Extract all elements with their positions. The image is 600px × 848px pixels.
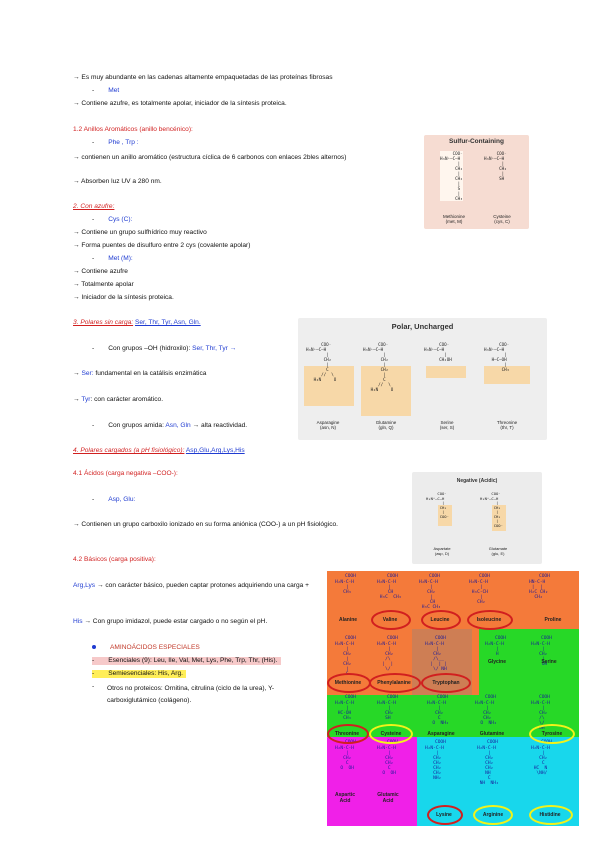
arrow: → bbox=[73, 396, 80, 403]
text-line: → Contienen un grupo carboxilo ionizado en su forma aniónica (COO-) a un pH fisiológico. bbox=[73, 521, 338, 528]
polar-uncharged-figure bbox=[298, 318, 547, 440]
essential-ring bbox=[327, 673, 371, 693]
cooh-label: COOH bbox=[345, 636, 356, 641]
text-line: → Contiene azufre bbox=[73, 268, 128, 275]
arrow: → bbox=[73, 370, 80, 377]
bullet-icon bbox=[92, 645, 96, 649]
methionine-grid-structure: H₂N-C-H | CH₂ | CH₂ | S bbox=[335, 642, 354, 677]
cooh-label: COOH bbox=[345, 740, 356, 745]
threonine-structure: COO⁻ H₃N⁺—C—H | H—C—OH | CH₃ bbox=[484, 342, 510, 372]
semiessential-ring bbox=[473, 805, 513, 825]
negative-acidic-figure bbox=[412, 472, 542, 564]
aa-name: Lysine bbox=[436, 812, 452, 818]
glutamine-grid-structure: H₂N-C-H | CH₂ CH₂ O NH₂ bbox=[475, 701, 497, 726]
phenylalanine-structure: H₂N-C-H | CH₂ /\ | | \/ bbox=[377, 642, 396, 672]
tyrosine-structure: H₂N-C-H | CH₂ /\ \/ OH bbox=[531, 701, 550, 731]
item-text: Con grupos amida: bbox=[108, 422, 164, 429]
bullet-item bbox=[92, 683, 94, 691]
cooh-label: COOH bbox=[345, 574, 356, 579]
essential-ring bbox=[327, 724, 369, 744]
item-text: : con carácter aromático. bbox=[90, 396, 164, 403]
cooh-label: COOH bbox=[487, 740, 498, 745]
aa-name: Methionine bbox=[334, 680, 362, 686]
aa-name: Valine bbox=[382, 617, 398, 623]
aa-name: Arginine bbox=[482, 812, 504, 818]
list-item bbox=[92, 139, 139, 147]
section-heading: 4.1 Ácidos (carga negativa –COO-): bbox=[73, 470, 178, 477]
aa-code: Met (M): bbox=[108, 255, 133, 262]
text-line: → Iniciador de la síntesis proteica. bbox=[73, 294, 174, 301]
cooh-label: COOH bbox=[387, 695, 398, 700]
item-text: → con carácter básico, pueden captar protones adquiriendo una carga + bbox=[96, 582, 310, 589]
essential-ring bbox=[427, 805, 463, 825]
aa-name: Threonine bbox=[334, 731, 360, 737]
section-heading bbox=[73, 447, 245, 455]
aa-name: Isoleucine bbox=[476, 617, 502, 623]
aa-code: Cys (C): bbox=[108, 216, 133, 223]
bullet-item bbox=[92, 644, 200, 652]
cooh-label: COOH bbox=[387, 636, 398, 641]
list-item bbox=[92, 422, 247, 430]
aa-code: Met bbox=[108, 87, 120, 94]
dash: - bbox=[92, 345, 95, 352]
figure-caption: Glutamate (glu, E) bbox=[488, 546, 508, 556]
semiessential-ring bbox=[369, 724, 413, 744]
aa-name: Cysteine bbox=[380, 731, 402, 737]
text-line bbox=[73, 370, 206, 378]
aa-name: Leucine bbox=[430, 617, 450, 623]
side-chain-highlight bbox=[426, 366, 466, 378]
aa-list: Arg,Lys bbox=[73, 582, 96, 589]
cysteine-structure: COO⁻ H₃N⁺—C—H | CH₂ | SH bbox=[484, 151, 507, 181]
aa-name: Tryptophan bbox=[432, 680, 460, 686]
aa-name: Phenylalanine bbox=[377, 680, 411, 686]
text-line: → Forma puentes de disulfuro entre 2 cys (covalente apolar) bbox=[73, 242, 251, 249]
cooh-label: COOH bbox=[345, 695, 356, 700]
item-text: Otros no proteicos: Ornitina, citrulina (ciclo de la urea), Y-carboxiglutámico (colágeno). bbox=[107, 685, 275, 704]
tryptophan-structure: H₂N-C-H | CH₂ /\__ | | | \/ NH bbox=[425, 642, 447, 672]
cooh-label: COOH bbox=[485, 695, 496, 700]
serine-structure: COO⁻ H₃N⁺—C—H | CH₂OH bbox=[424, 342, 452, 362]
aspartate-structure: COO⁻ H₃N⁺—C—H | CH₂ | COO⁻ bbox=[426, 491, 449, 519]
dash: - bbox=[92, 139, 95, 146]
figure-caption: Serine (ser, S) bbox=[439, 420, 455, 430]
section-heading: 2. Con azufre: bbox=[73, 203, 115, 210]
cooh-label: COOH bbox=[539, 574, 550, 579]
figure-title: Polar, Uncharged bbox=[391, 322, 454, 331]
bullet-item bbox=[92, 657, 281, 665]
figure-caption: Aspartate (asp, D) bbox=[433, 546, 451, 556]
section-heading: 4.2 Básicos (carga positiva): bbox=[73, 556, 156, 563]
proline-structure: HN-C-H | | H₂C CH₂ CH₂ bbox=[529, 580, 548, 600]
dash: - bbox=[92, 255, 95, 262]
cysteine-grid-structure: H₂N-C-H | CH₂ SH bbox=[377, 701, 396, 721]
text-line: → Contiene un grupo sulfhídrico muy reactivo bbox=[73, 229, 207, 236]
aa-name: Tyrosine bbox=[541, 731, 563, 737]
aa-list: Asn, Gln bbox=[165, 422, 191, 429]
list-item bbox=[92, 345, 236, 353]
item-text: → alta reactividad. bbox=[192, 422, 248, 429]
amino-acid-grid-figure bbox=[327, 571, 579, 826]
cooh-label: COOH bbox=[435, 636, 446, 641]
aa-code: Phe , Trp : bbox=[108, 139, 139, 146]
aspartic-structure: H₂N-C-H | CH₂ C O OH bbox=[335, 746, 354, 771]
figure-caption: Glutamine (gln, Q) bbox=[375, 420, 397, 430]
leucine-structure: H₂N-C-H | CH₂ | CH H₃C CH₃ bbox=[419, 580, 441, 610]
cooh-label: COOH bbox=[435, 740, 446, 745]
threonine-grid-structure: H₂N-C-H | HC-OH CH₃ bbox=[335, 701, 354, 721]
heading-text: 4. Polares cargados (a pH fisiológico): bbox=[73, 447, 185, 454]
essential-ring bbox=[371, 610, 411, 630]
cooh-label: COOH bbox=[387, 740, 398, 745]
cooh-label: COOH bbox=[541, 740, 552, 745]
dash: - bbox=[92, 683, 95, 690]
aa-name: Serine bbox=[541, 659, 557, 665]
cooh-label: COOH bbox=[429, 574, 440, 579]
bullet-item bbox=[92, 670, 186, 678]
dash: - bbox=[92, 422, 95, 429]
heading-text: 3. Polares sin carga: bbox=[73, 319, 134, 326]
list-item bbox=[92, 87, 119, 95]
item-text: fundamental en la catálisis enzimática bbox=[95, 370, 207, 377]
aa-name: Proline bbox=[544, 617, 562, 623]
aa-list: Ser, Thr, Tyr, Asn, Gln. bbox=[134, 319, 201, 326]
aa-code: Tyr bbox=[81, 396, 91, 403]
dash: - bbox=[92, 670, 95, 677]
cooh-label: COOH bbox=[495, 636, 506, 641]
aa-name: Glutamic Acid bbox=[377, 792, 399, 804]
aa-code: Ser: bbox=[81, 370, 94, 377]
item-text: Con grupos –OH (hidroxilo): bbox=[108, 345, 191, 352]
alanine-structure: H₂N-C-H | CH₃ bbox=[335, 580, 354, 595]
dash: - bbox=[92, 657, 95, 664]
text-line bbox=[73, 618, 267, 626]
glutamic-structure: H₂N-C-H | CH₂ CH₂ C O OH bbox=[377, 746, 396, 776]
essential-ring bbox=[467, 610, 513, 630]
cooh-label: COOH bbox=[387, 574, 398, 579]
item-text: Esenciales (9): Leu, Ile, Val, Met, Lys, Phe, Trp, Thr, (His). bbox=[108, 657, 278, 664]
histidine-structure: H₂N-C-H | CH₂ C HC N \NH/ bbox=[531, 746, 550, 776]
cooh-label: COOH bbox=[541, 636, 552, 641]
cooh-label: COOH bbox=[437, 695, 448, 700]
list-item bbox=[92, 496, 135, 504]
section-heading bbox=[73, 319, 201, 327]
aa-name: Glycine bbox=[487, 659, 507, 665]
item-text: → Con grupo imidazol, puede estar cargado o no según el pH. bbox=[84, 618, 268, 625]
valine-structure: H₂N-C-H | CH H₃C CH₃ bbox=[377, 580, 402, 600]
cooh-label: COOH bbox=[479, 574, 490, 579]
item-text: AMINOÁCIDOS ESPECIALES bbox=[110, 644, 200, 651]
text-line: → Es muy abundante en las cadenas altamente empaquetadas de las proteínas fibrosas bbox=[73, 74, 333, 81]
section-heading: 1.2 Anillos Aromáticos (anillo bencénico): bbox=[73, 126, 193, 133]
text-line: → Absorben luz UV a 280 nm. bbox=[73, 178, 162, 185]
text-line: → contienen un anillo aromático (estructura cíclica de 6 carbonos con enlaces 2bles alternos) bbox=[73, 154, 347, 161]
essential-ring bbox=[421, 610, 461, 630]
aa-list: Ser, Thr, Tyr → bbox=[192, 345, 237, 352]
aa-name: Glutamine bbox=[479, 731, 505, 737]
list-item bbox=[92, 255, 133, 263]
aa-name: Aspartic Acid bbox=[334, 792, 355, 804]
asparagine-structure: COO⁻ H₃N⁺—C—H | CH₂ | C // \ H₂N O bbox=[306, 342, 337, 382]
figure-caption: Cysteine (cys, C) bbox=[493, 214, 511, 224]
aa-name: Alanine bbox=[338, 617, 358, 623]
dash: - bbox=[92, 216, 95, 223]
dash: - bbox=[92, 496, 95, 503]
text-line: → Totalmente apolar bbox=[73, 281, 134, 288]
aa-name: Asparagine bbox=[427, 731, 455, 737]
glutamine-structure: COO⁻ H₃N⁺—C—H | CH₂ | CH₂ | C // \ H₂N O bbox=[363, 342, 394, 392]
aa-list: Asp, Glu: bbox=[108, 496, 136, 503]
isoleucine-structure: H₂N-C-H | H₃C-CH | CH₂ bbox=[469, 580, 488, 605]
text-line bbox=[73, 580, 325, 592]
lysine-structure: H₂N-C-H | CH₂ CH₂ CH₂ CH₂ NH₂ bbox=[425, 746, 444, 781]
cooh-label: COOH bbox=[539, 695, 550, 700]
dash: - bbox=[92, 87, 95, 94]
list-item bbox=[92, 216, 132, 224]
essential-ring bbox=[421, 673, 471, 693]
text-line: → Contiene azufre, es totalmente apolar, iniciador de la síntesis proteica. bbox=[73, 100, 287, 107]
semiessential-ring bbox=[529, 805, 573, 825]
asparagine-grid-structure: H₂N-C-H | CH₂ C O NH₂ bbox=[427, 701, 449, 726]
item-text: Semiesenciales: His, Arg. bbox=[108, 670, 183, 677]
sulfur-figure bbox=[424, 135, 529, 229]
aa-name: Histidine bbox=[539, 812, 561, 818]
figure-title: Sulfur-Containing bbox=[449, 138, 504, 145]
arginine-structure: H₂N-C-H | CH₂ CH₂ CH₂ NH C NH NH₂ bbox=[477, 746, 499, 786]
methionine-structure: COO⁻ H₃N⁺—C—H | CH₂ | CH₂ | S | CH₃ bbox=[440, 151, 463, 201]
essential-ring bbox=[369, 673, 421, 693]
glycine-structure: H₂N-C-H | H bbox=[485, 642, 504, 657]
aa-list: Asp,Glu,Arg,Lys,His bbox=[185, 447, 245, 454]
aa-code: His bbox=[73, 618, 83, 625]
glutamate-structure: COO⁻ H₃N⁺—C—H | CH₂ | CH₂ | COO⁻ bbox=[480, 491, 503, 528]
semiessential-ring bbox=[529, 724, 575, 744]
figure-caption: Methionine (met, M) bbox=[442, 214, 465, 224]
figure-caption: Threonine (thr, T) bbox=[496, 420, 518, 430]
serine-grid-structure: H₂N-C-H | CH₂ | OH bbox=[531, 642, 550, 667]
figure-caption: Asparagine (asn, N) bbox=[316, 420, 340, 430]
figure-title: Negative (Acidic) bbox=[456, 478, 498, 484]
text-line bbox=[73, 396, 163, 404]
